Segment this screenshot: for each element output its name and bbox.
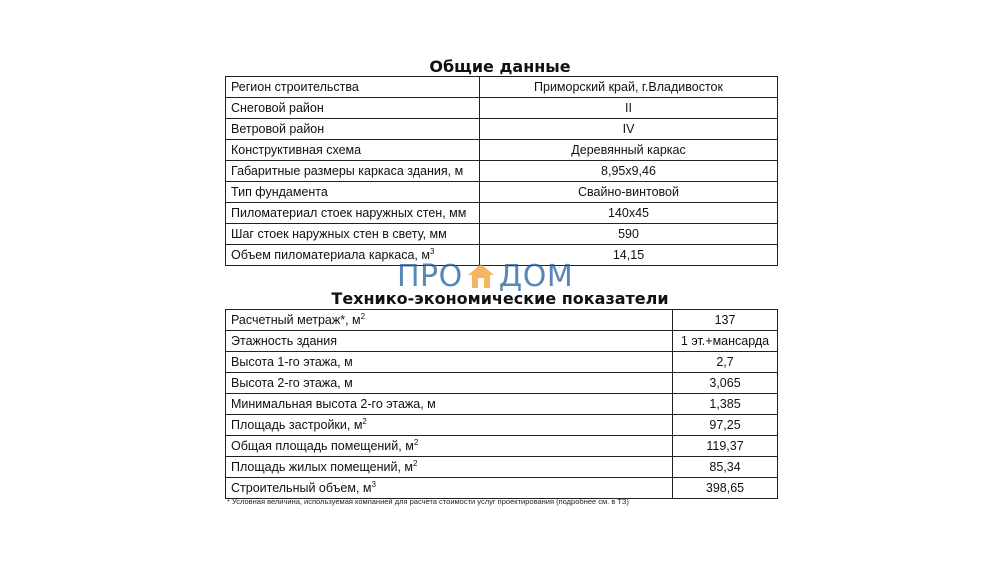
table-row [226,352,778,373]
row-label [226,119,480,140]
row-value: 8,95х9,46 [480,161,778,182]
watermark-left-text: ПРО [397,258,463,294]
unit-exponent: 3 [371,480,376,489]
row-value: 398,65 [673,478,778,499]
unit-exponent: 3 [429,247,435,256]
tep-title: Технико-экономические показатели [331,289,669,308]
row-label-text: Регион строительства [231,80,359,94]
row-label [226,77,480,98]
row-label-text: Общая площадь помещений, м [231,439,414,453]
row-value: 2,7 [673,352,778,373]
unit-exponent: 2 [413,438,419,447]
table-row [226,203,778,224]
row-value: Свайно-винтовой [480,182,778,203]
unit-exponent: 2 [360,312,366,321]
row-label-text: Площадь жилых помещений, м [231,460,414,474]
row-label [226,373,673,394]
row-value: 1,385 [673,394,778,415]
row-value: Деревянный каркас [480,140,778,161]
row-label [226,182,480,203]
table-row [226,394,778,415]
row-label-text: Строительный объем, м [231,481,372,495]
row-value: 137 [673,310,778,331]
general-data-title: Общие данные [429,57,571,76]
row-label-text: Объем пиломатериала каркаса, м [231,248,430,262]
row-value: 14,15 [480,245,778,266]
row-value: 85,34 [673,457,778,478]
row-value: 3,065 [673,373,778,394]
row-label [226,352,673,373]
table-row [226,415,778,436]
row-label [226,310,673,331]
watermark-right-text: ДОМ [498,258,574,294]
row-label [226,203,480,224]
table-row [226,182,778,203]
row-label [226,98,480,119]
table-row [226,77,778,98]
row-label-text: Шаг стоек наружных стен в свету, мм [231,227,447,241]
table-row [226,140,778,161]
tep-table [225,309,778,499]
house-icon [466,261,496,291]
unit-exponent: 2 [362,417,367,426]
table-row [226,310,778,331]
row-label-text: Габаритные размеры каркаса здания, м [231,164,464,178]
unit-exponent: 2 [413,459,418,468]
table-row [226,161,778,182]
table-row [226,331,778,352]
table-row [226,478,778,499]
row-label [226,478,673,499]
footnote: * Условная величина, используемая компанией для расчета стоимости услуг проектирования (подробнее см. в ТЗ) [227,497,629,506]
row-label-text: Расчетный метраж*, м [231,313,361,327]
row-value: IV [480,119,778,140]
table-row [226,98,778,119]
row-label-text: Высота 2-го этажа, м [231,376,353,390]
table-row [226,119,778,140]
row-label-text: Снеговой район [231,101,324,115]
row-label-text: Высота 1-го этажа, м [231,355,353,369]
row-label [226,161,480,182]
table-row [226,436,778,457]
row-value: II [480,98,778,119]
row-label [226,140,480,161]
row-value: 140х45 [480,203,778,224]
table-row [226,457,778,478]
row-label [226,394,673,415]
row-label [226,457,673,478]
row-value: 1 эт.+мансарда [673,331,778,352]
table-row [226,373,778,394]
row-label-text: Пиломатериал стоек наружных стен, мм [231,206,467,220]
row-label [226,331,673,352]
row-value: Приморский край, г.Владивосток [480,77,778,98]
row-value: 97,25 [673,415,778,436]
row-label-text: Тип фундамента [231,185,328,199]
table-row [226,224,778,245]
row-label-text: Ветровой район [231,122,325,136]
general-data-table [225,76,778,266]
row-label-text: Площадь застройки, м [231,418,363,432]
row-label [226,224,480,245]
row-label [226,415,673,436]
row-label-text: Минимальная высота 2-го этажа, м [231,397,436,411]
row-label-text: Этажность здания [231,334,338,348]
row-label [226,436,673,457]
row-label-text: Конструктивная схема [231,143,362,157]
row-value: 119,37 [673,436,778,457]
row-value: 590 [480,224,778,245]
